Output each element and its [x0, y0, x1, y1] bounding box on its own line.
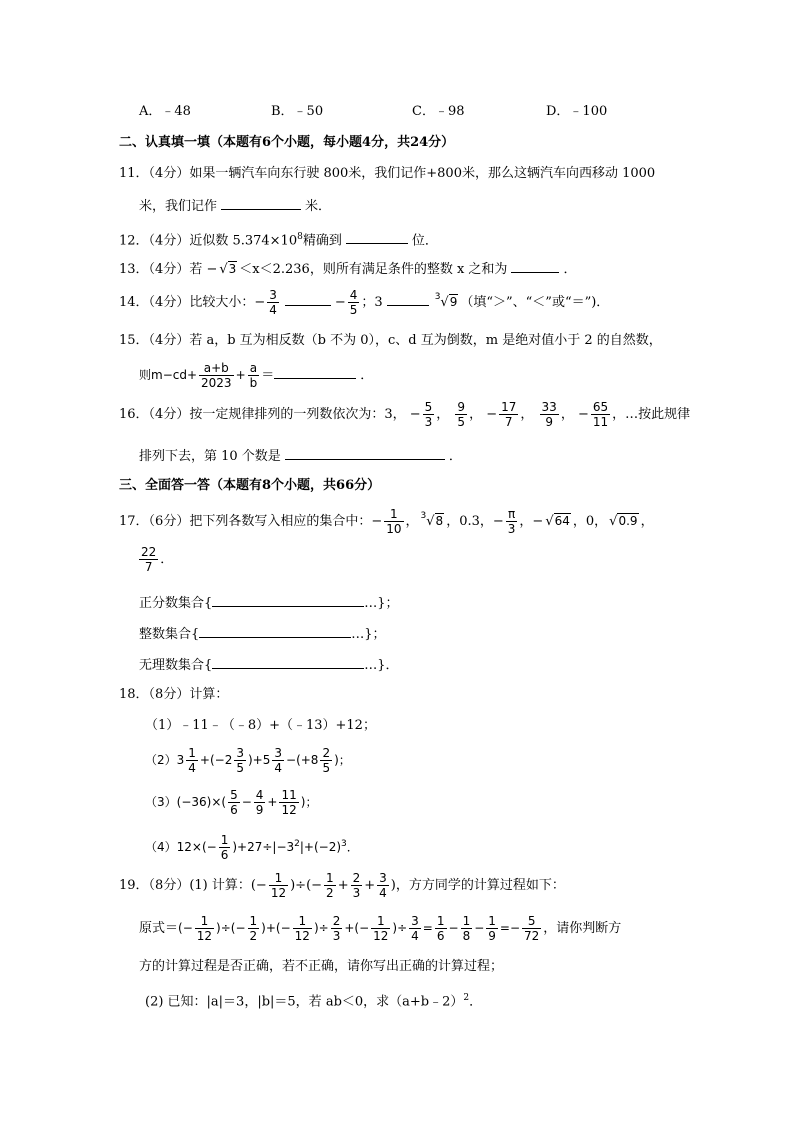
q16-line2: 排列下去，第 10 个数是 ． — [139, 446, 462, 466]
q12-answer-blank[interactable] — [346, 230, 408, 244]
q15-line2: 则m−cd+ $\frac{a+b}{2023}$ + $\frac{a}{b}$ ＝ ． — [139, 361, 374, 390]
q12: 12．（4分）近似数 $5.374\times 10^8$精确到 位． — [119, 232, 438, 249]
q18-title: 18．（8分）计算： — [119, 687, 229, 702]
irrational-blank[interactable] — [212, 655, 364, 669]
q15-line1: 15．（4分）若 a，b 互为相反数（b 不为 0），c、d 互为倒数，m 是绝对值小于 2 的自然数， — [119, 333, 662, 348]
set-irrational: 无理数集合{ …}． — [139, 655, 399, 675]
q13: 13．（4分）若 − √3 ＜x＜2.236，则所有满足条件的整数 x 之和为 ． — [119, 259, 576, 279]
q15-fraction-2: $\frac{a}{b}$ — [249, 361, 258, 390]
sqrt3-radical: √3 — [219, 262, 237, 277]
integer-blank[interactable] — [199, 624, 351, 638]
q18-part3: （3）(−36)×( $\frac{5}{6}$ − $\frac{4}{9}$ + $\frac{11}{12}$ )； — [145, 788, 318, 817]
q16-fraction: $\frac{5}{3}$ — [424, 400, 433, 429]
q13-answer-blank[interactable] — [511, 259, 559, 273]
q14-fraction-2: $\frac{4}{5}$ — [349, 288, 358, 317]
q18-part1: （1）﹣11﹣（﹣8）+（﹣13）+12； — [145, 718, 376, 733]
q14-blank-1[interactable] — [285, 292, 331, 306]
q10-option-c: C．﹣98 — [412, 104, 465, 119]
q16-fraction: $\frac{17}{7}$ — [501, 400, 517, 429]
q11-line2: 米，我们记作 米． — [139, 196, 331, 216]
q17-fraction-1-10: $\frac{1}{10}$ — [386, 507, 402, 536]
q19-line3: 方的计算过程是否正确，若不正确，请你写出正确的计算过程； — [139, 959, 504, 974]
section-3-heading: 三、全面答一答（本题有8个小题，共66分） — [119, 478, 381, 493]
q19-line2: 原式＝(− $\frac{1}{12}$ )÷(− $\frac{1}{2}$ )+(− $\frac{1}{12}$ )÷ $\frac{2}{3}$ +(− $\frac{1}{12}$ )÷ $\frac{3}{4}$ = $\frac{1}{6}$ − $\frac{1}{8}$ − $\frac{1}{9}$ =− $\frac{5}{72}$ ，请你判断方 — [139, 914, 622, 943]
q17-line1: 17．（6分）把下列各数写入相应的集合中：− $\frac{1}{10}$ ， $^3$√8 ，0.3，− $\frac{\pi}{3}$ ，− √64 ，0， √0.9 ， — [119, 504, 654, 540]
q17-fraction-22-7: $\frac{22}{7}$ — [141, 545, 157, 574]
q15-answer-blank[interactable] — [274, 365, 356, 379]
q19-line1: 19．（8分）(1) 计算：(− $\frac{1}{12}$ )÷(− $\frac{1}{2}$ + $\frac{2}{3}$ + $\frac{3}{4}$ )，方方同学的计算过程如下： — [119, 871, 565, 900]
q16-fraction: $\frac{33}{9}$ — [541, 400, 557, 429]
q10-option-a: A．﹣48 — [139, 104, 191, 119]
q15-fraction-1: $\frac{a+b}{2023}$ — [201, 361, 232, 390]
sqrt09-radical: √0.9 — [609, 514, 638, 529]
q18-part4: （4）12×(− $\frac{1}{6}$ )$+27\div|-3^2|+(-2)^3$． — [145, 833, 359, 862]
q14-fraction-1: $\frac{3}{4}$ — [269, 288, 277, 317]
q11-line1: 11．（4分）如果一辆汽车向东行驶 800米，我们记作+800米，那么这辆汽车向西移动 1000 — [119, 166, 656, 181]
set-positive-fraction: 正分数集合{ …}； — [139, 593, 399, 613]
set-integer: 整数集合{ …}； — [139, 624, 386, 644]
section-2-heading: 二、认真填一填（本题有6个小题，每小题4分，共24分） — [119, 135, 455, 150]
q17-pi-over-3: $\frac{\pi}{3}$ — [507, 507, 516, 536]
q16-fraction: $\frac{65}{11}$ — [592, 400, 609, 429]
q14: 14．（4分）比较大小：− $\frac{3}{4}$ − $\frac{4}{5}$ ；3 $^3$√9 （填“＞”、“＜”或“＝”)． — [119, 285, 609, 321]
q16-fraction: $\frac{9}{5}$ — [457, 400, 466, 429]
q16-line1: 16．（4分）按一定规律排列的一列数依次为：3， − $\frac{5}{3}$ ， $\frac{9}{5}$ ， − $\frac{17}{7}$ ， $\frac{33}{9}$ ， − $\frac{65}{11}$ ，…按此规律 — [119, 400, 691, 429]
q10-option-d: D．﹣100 — [546, 104, 608, 119]
cbrt8-radical: $^3$√8 — [420, 511, 444, 529]
q18-part2: （2）3 $\frac{1}{4}$ +(−2 $\frac{3}{5}$ )+5 $\frac{3}{4}$ −(+8 $\frac{2}{5}$ )； — [145, 746, 351, 775]
pos-frac-blank[interactable] — [212, 593, 364, 607]
q16-answer-blank[interactable] — [285, 446, 445, 460]
q11-answer-blank[interactable] — [221, 196, 301, 210]
q14-blank-2[interactable] — [387, 292, 429, 306]
q10-option-b: B．﹣50 — [271, 104, 324, 119]
sqrt64-radical: √64 — [545, 514, 570, 529]
q17-line2: $\frac{22}{7}$ ． — [141, 545, 174, 574]
q19-part2: (2) 已知：|a|＝3，|b|＝5，若 ab＜0，求（a+b﹣2）$^2$． — [145, 993, 483, 1010]
cbrt9-radical: $^3$√9 — [434, 292, 458, 310]
